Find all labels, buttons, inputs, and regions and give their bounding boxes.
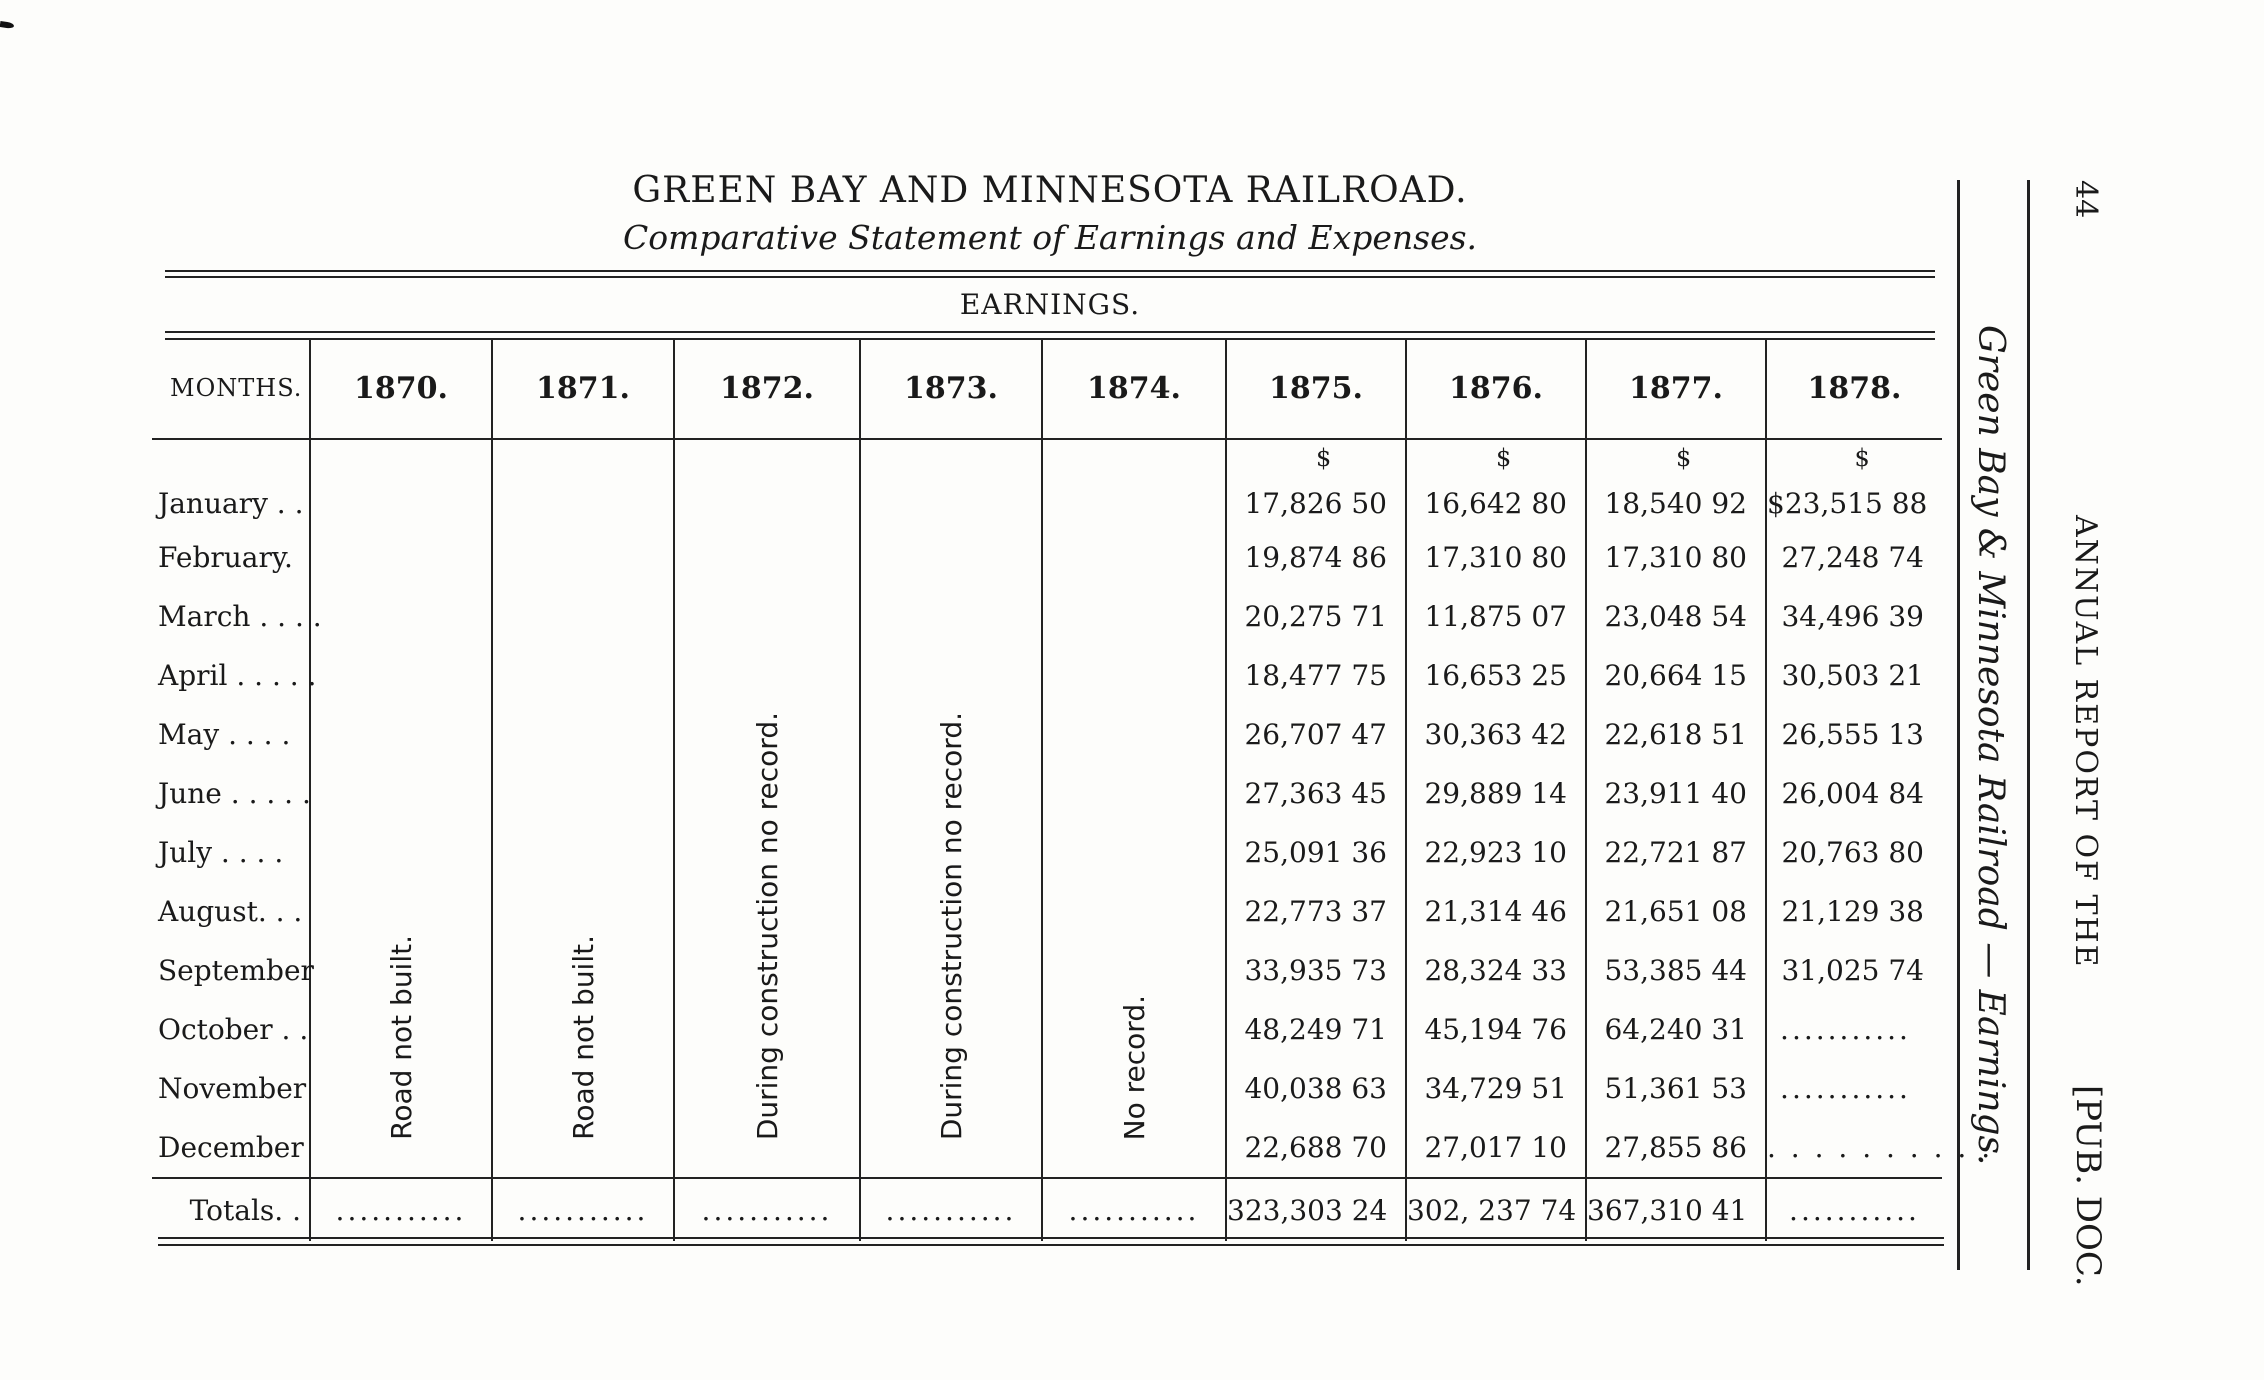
cell-1875: 18,477 75 — [1226, 646, 1406, 705]
cell-1876: 45,194 76 — [1406, 1000, 1586, 1059]
year-header: 1878. — [1766, 338, 1942, 439]
cell-1875: 25,091 36 — [1226, 823, 1406, 882]
rule-bottom-2 — [158, 1244, 1944, 1246]
cell-1876: 16,653 25 — [1406, 646, 1586, 705]
cell-1876: 34,729 51 — [1406, 1059, 1586, 1118]
month-label: March . . . . — [158, 600, 322, 633]
cell-1877: 22,721 87 — [1586, 823, 1766, 882]
totals-1876: 302, 237 74 — [1406, 1178, 1586, 1241]
month-label: December — [158, 1131, 304, 1164]
month-label: April . . . . . — [158, 659, 317, 692]
year-header: 1872. — [674, 338, 860, 439]
cell-1875: 19,874 86 — [1226, 528, 1406, 587]
cell-1876: 22,923 10 — [1406, 823, 1586, 882]
cell-1876: 29,889 14 — [1406, 764, 1586, 823]
cell-1876: 30,363 42 — [1406, 705, 1586, 764]
cell-1878: 26,555 13 — [1766, 705, 1942, 764]
totals-label: Totals. . — [152, 1178, 310, 1241]
cell-1876: 27,017 10 — [1406, 1118, 1586, 1178]
cell-1877: 27,855 86 — [1586, 1118, 1766, 1178]
cell-1878: 21,129 38 — [1766, 882, 1942, 941]
rule-mid-1 — [165, 331, 1935, 333]
month-label: September — [158, 954, 314, 987]
month-label: July . . . . — [158, 836, 284, 869]
cell-1875: 33,935 73 — [1226, 941, 1406, 1000]
year-header: 1875. — [1226, 338, 1406, 439]
note-1871: Road not built. — [492, 439, 674, 1178]
year-header: 1876. — [1406, 338, 1586, 439]
cell-1875: $ 17,826 50 — [1226, 439, 1406, 528]
note-1872: During construction no record. — [674, 439, 860, 1178]
cell-1878: 26,004 84 — [1766, 764, 1942, 823]
cell-1875: 22,773 37 — [1226, 882, 1406, 941]
cell-1875: 40,038 63 — [1226, 1059, 1406, 1118]
cell-1876: 11,875 07 — [1406, 587, 1586, 646]
note-1873: During construction no record. — [860, 439, 1042, 1178]
scan-mark — [0, 21, 14, 29]
header-row — [152, 338, 1942, 439]
running-title: Green Bay & Minnesota Railroad — Earnings. — [1970, 325, 2011, 1166]
totals-1873: ........... — [860, 1178, 1042, 1241]
cell-1877: 23,048 54 — [1586, 587, 1766, 646]
cell-1878: 31,025 74 — [1766, 941, 1942, 1000]
cell-1876: 28,324 33 — [1406, 941, 1586, 1000]
cell-1878: ........... — [1766, 1000, 1942, 1059]
totals-1870: ........... — [310, 1178, 492, 1241]
note-1874: No record. — [1042, 439, 1226, 1178]
totals-1875: 323,303 24 — [1226, 1178, 1406, 1241]
cell-1876: 17,310 80 — [1406, 528, 1586, 587]
cell-1877: 23,911 40 — [1586, 764, 1766, 823]
totals-1878: ........... — [1766, 1178, 1942, 1241]
year-header: 1874. — [1042, 338, 1226, 439]
month-label: May . . . . — [158, 718, 291, 751]
year-header: 1877. — [1586, 338, 1766, 439]
totals-row — [152, 1178, 1942, 1241]
rule-top-1 — [165, 270, 1935, 272]
totals-1874: ........... — [1042, 1178, 1226, 1241]
cell-1878: . . . . . . . . . . — [1766, 1118, 1942, 1178]
rule-top-2 — [165, 276, 1935, 278]
month-label: June . . . . . — [158, 777, 311, 810]
months-header: MONTHS. — [152, 338, 310, 439]
page-title: GREEN BAY AND MINNESOTA RAILROAD. — [632, 170, 1468, 211]
rule-bottom-1 — [158, 1237, 1944, 1239]
cell-1877: 21,651 08 — [1586, 882, 1766, 941]
year-header: 1873. — [860, 338, 1042, 439]
cell-1876: 21,314 46 — [1406, 882, 1586, 941]
cell-1875: 27,363 45 — [1226, 764, 1406, 823]
cell-1878: 20,763 80 — [1766, 823, 1942, 882]
page-subtitle: Comparative Statement of Earnings and Expenses. — [622, 218, 1478, 257]
dollar-sign: $ — [1316, 444, 1332, 472]
dollar-sign: $ — [1676, 444, 1692, 472]
cell-1878: 34,496 39 — [1766, 587, 1942, 646]
note-1870: Road not built. — [310, 439, 492, 1178]
dollar-sign: $ — [1854, 444, 1870, 472]
month-label: October . . — [158, 1013, 309, 1046]
totals-1877: 367,310 41 — [1586, 1178, 1766, 1241]
cell-1875: 26,707 47 — [1226, 705, 1406, 764]
month-label: August. . . — [158, 895, 303, 928]
totals-1871: ........... — [492, 1178, 674, 1241]
month-label: November — [158, 1072, 307, 1105]
cell-1877: 17,310 80 — [1586, 528, 1766, 587]
cell-1875: 20,275 71 — [1226, 587, 1406, 646]
cell-1878: ........... — [1766, 1059, 1942, 1118]
totals-1872: ........... — [674, 1178, 860, 1241]
table-row — [152, 439, 1942, 528]
section-heading: EARNINGS. — [959, 288, 1141, 321]
cell-1877: 20,664 15 — [1586, 646, 1766, 705]
month-label: February. — [158, 541, 293, 574]
cell-1878: 30,503 21 — [1766, 646, 1942, 705]
cell-1877: 51,361 53 — [1586, 1059, 1766, 1118]
margin-rule-outer — [2027, 180, 2030, 1270]
margin-rule-inner — [1957, 180, 1960, 1270]
dollar-sign: $ — [1496, 444, 1512, 472]
doc-label: [PUB. DOC. — [2068, 1085, 2108, 1287]
cell-1877: 22,618 51 — [1586, 705, 1766, 764]
cell-1878: 27,248 74 — [1766, 528, 1942, 587]
cell-1877: $ 18,540 92 — [1586, 439, 1766, 528]
cell-1877: 53,385 44 — [1586, 941, 1766, 1000]
cell-1877: 64,240 31 — [1586, 1000, 1766, 1059]
cell-1875: 48,249 71 — [1226, 1000, 1406, 1059]
year-header: 1870. — [310, 338, 492, 439]
cell-1876: $ 16,642 80 — [1406, 439, 1586, 528]
report-heading: ANNUAL REPORT OF THE — [2068, 515, 2103, 969]
year-header: 1871. — [492, 338, 674, 439]
cell-1878: $ $23,515 88 — [1766, 439, 1942, 528]
cell-1875: 22,688 70 — [1226, 1118, 1406, 1178]
page-number: 44 — [2068, 180, 2103, 219]
month-label: January . . — [158, 487, 304, 520]
